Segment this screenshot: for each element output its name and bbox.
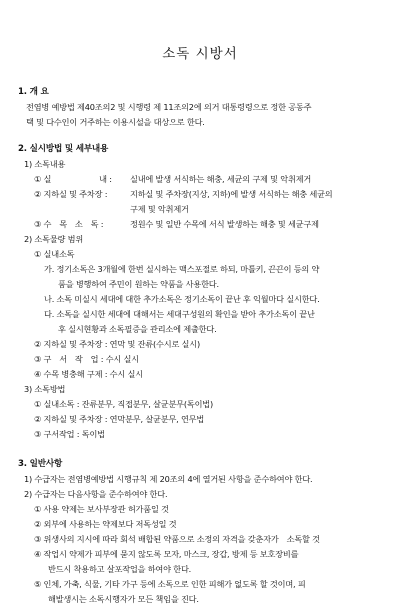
sub-1-item-2-text-1: 지하실 및 주차장(지상, 지하)에 발생 서식하는 해충 세균의 (130, 189, 333, 199)
section-3-heading: 3. 일반사항 (18, 459, 63, 469)
sub-2-item-3: ③ 구 서 작 업 : 수시 실시 (34, 354, 139, 364)
section-3-item-5-line-2: 해발생시는 소독시행자가 모든 책임을 진다. (48, 594, 199, 604)
sub-2-da-line-2: 후 실시현황과 소독필증을 관리소에 제출한다. (58, 324, 217, 334)
section-3-item-4-line-2: 반드시 착용하고 살포작업을 하여야 한다. (48, 564, 192, 574)
section-3-item-4-line-1: ④ 작업시 약제가 피부에 묻지 않도록 모자, 마스크, 장갑, 방제 등 보호장비를 (34, 549, 299, 559)
sub-1-item-1-text: 실내에 발생 서식하는 해충, 세균의 구제 및 악취제거 (130, 174, 312, 184)
section-3-item-2: ② 외부에 사용하는 약제보다 저독성일 것 (34, 519, 177, 529)
sub-3-item-1: ① 실내소독 : 잔류분무, 직접분무, 살균분무(독이법) (34, 399, 213, 409)
section-1-text-line-2: 택 및 다수인이 거주하는 이용시설을 대상으로 한다. (26, 117, 205, 127)
section-3-para-2: 2) 수급자는 다음사항을 준수하여야 한다. (24, 489, 168, 499)
section-2-heading: 2. 실시방법 및 세부내용 (18, 144, 109, 154)
section-3-item-1: ① 사용 약제는 보사부장관 허가품일 것 (34, 504, 169, 514)
sub-3-item-3: ③ 구서작업 : 독이법 (34, 429, 105, 439)
sub-1-item-3-text: 정원수 및 일반 수목에 서식 발생하는 해충 및 세균구제 (130, 219, 319, 229)
section-1-heading: 1. 개 요 (18, 87, 49, 97)
sub-2-da-line-1: 다. 소독을 실시한 세대에 대해서는 세대구성원의 확인을 받아 추가소독이 끝난 (44, 309, 315, 319)
sub-1-item-3-label: ③ 수 목 소 독 : (34, 219, 104, 229)
sub-2-item-1: ① 실내소독 (34, 249, 75, 259)
sub-2-item-4: ④ 수목 병충해 구제 : 수시 실시 (34, 369, 143, 379)
section-3-item-5-line-1: ⑤ 인체, 가축, 식물, 기타 가구 등에 소독으로 인한 피해가 없도록 할 것이며, 피 (34, 579, 306, 589)
sub-1-item-1-label: ① 실 내 : (34, 174, 112, 184)
sub-2-ga-line-1: 가. 정기소독은 3개월에 한번 실시하는 맥스포절로 하되, 마틀키, 끈끈이 등의 약 (44, 264, 320, 274)
sub-1-item-2-label: ② 지하실 및 주차장 : (34, 189, 108, 199)
sub-3-item-2: ② 지하실 및 주차장 : 연막분무, 살균분무, 연무법 (34, 414, 205, 424)
sub-1-label: 1) 소독내용 (24, 159, 66, 169)
sub-3-label: 3) 소독방법 (24, 384, 66, 394)
sub-2-na-line: 나. 소독 미실시 세대에 대한 추가소독은 정기소독이 끝난 후 익월마다 실시한다. (44, 294, 320, 304)
section-1-text-line-1: 전염병 예방법 제40조의2 및 시행령 제 11조의2에 의거 대통령령으로 정한 공동주 (26, 102, 312, 112)
sub-2-label: 2) 소독물량 범위 (24, 234, 84, 244)
sub-1-item-2-text-2: 구제 및 악취제거 (130, 204, 189, 214)
section-3-para-1: 1) 수급자는 전염병예방법 시행규칙 제 20조의 4에 열거된 사항을 준수하여야 한다. (24, 474, 313, 484)
document-title: 소독 시방서 (162, 46, 238, 62)
sub-2-ga-line-2: 품을 병행하여 주민이 원하는 약품을 사용한다. (58, 279, 219, 289)
section-3-item-3: ③ 위생사의 지시에 따라 회석 배합된 약품으로 소정의 자격을 갖춘자가 소독할 것 (34, 534, 320, 544)
sub-2-item-2: ② 지하실 및 주차장 : 연막 및 잔류(수시로 실시) (34, 339, 200, 349)
